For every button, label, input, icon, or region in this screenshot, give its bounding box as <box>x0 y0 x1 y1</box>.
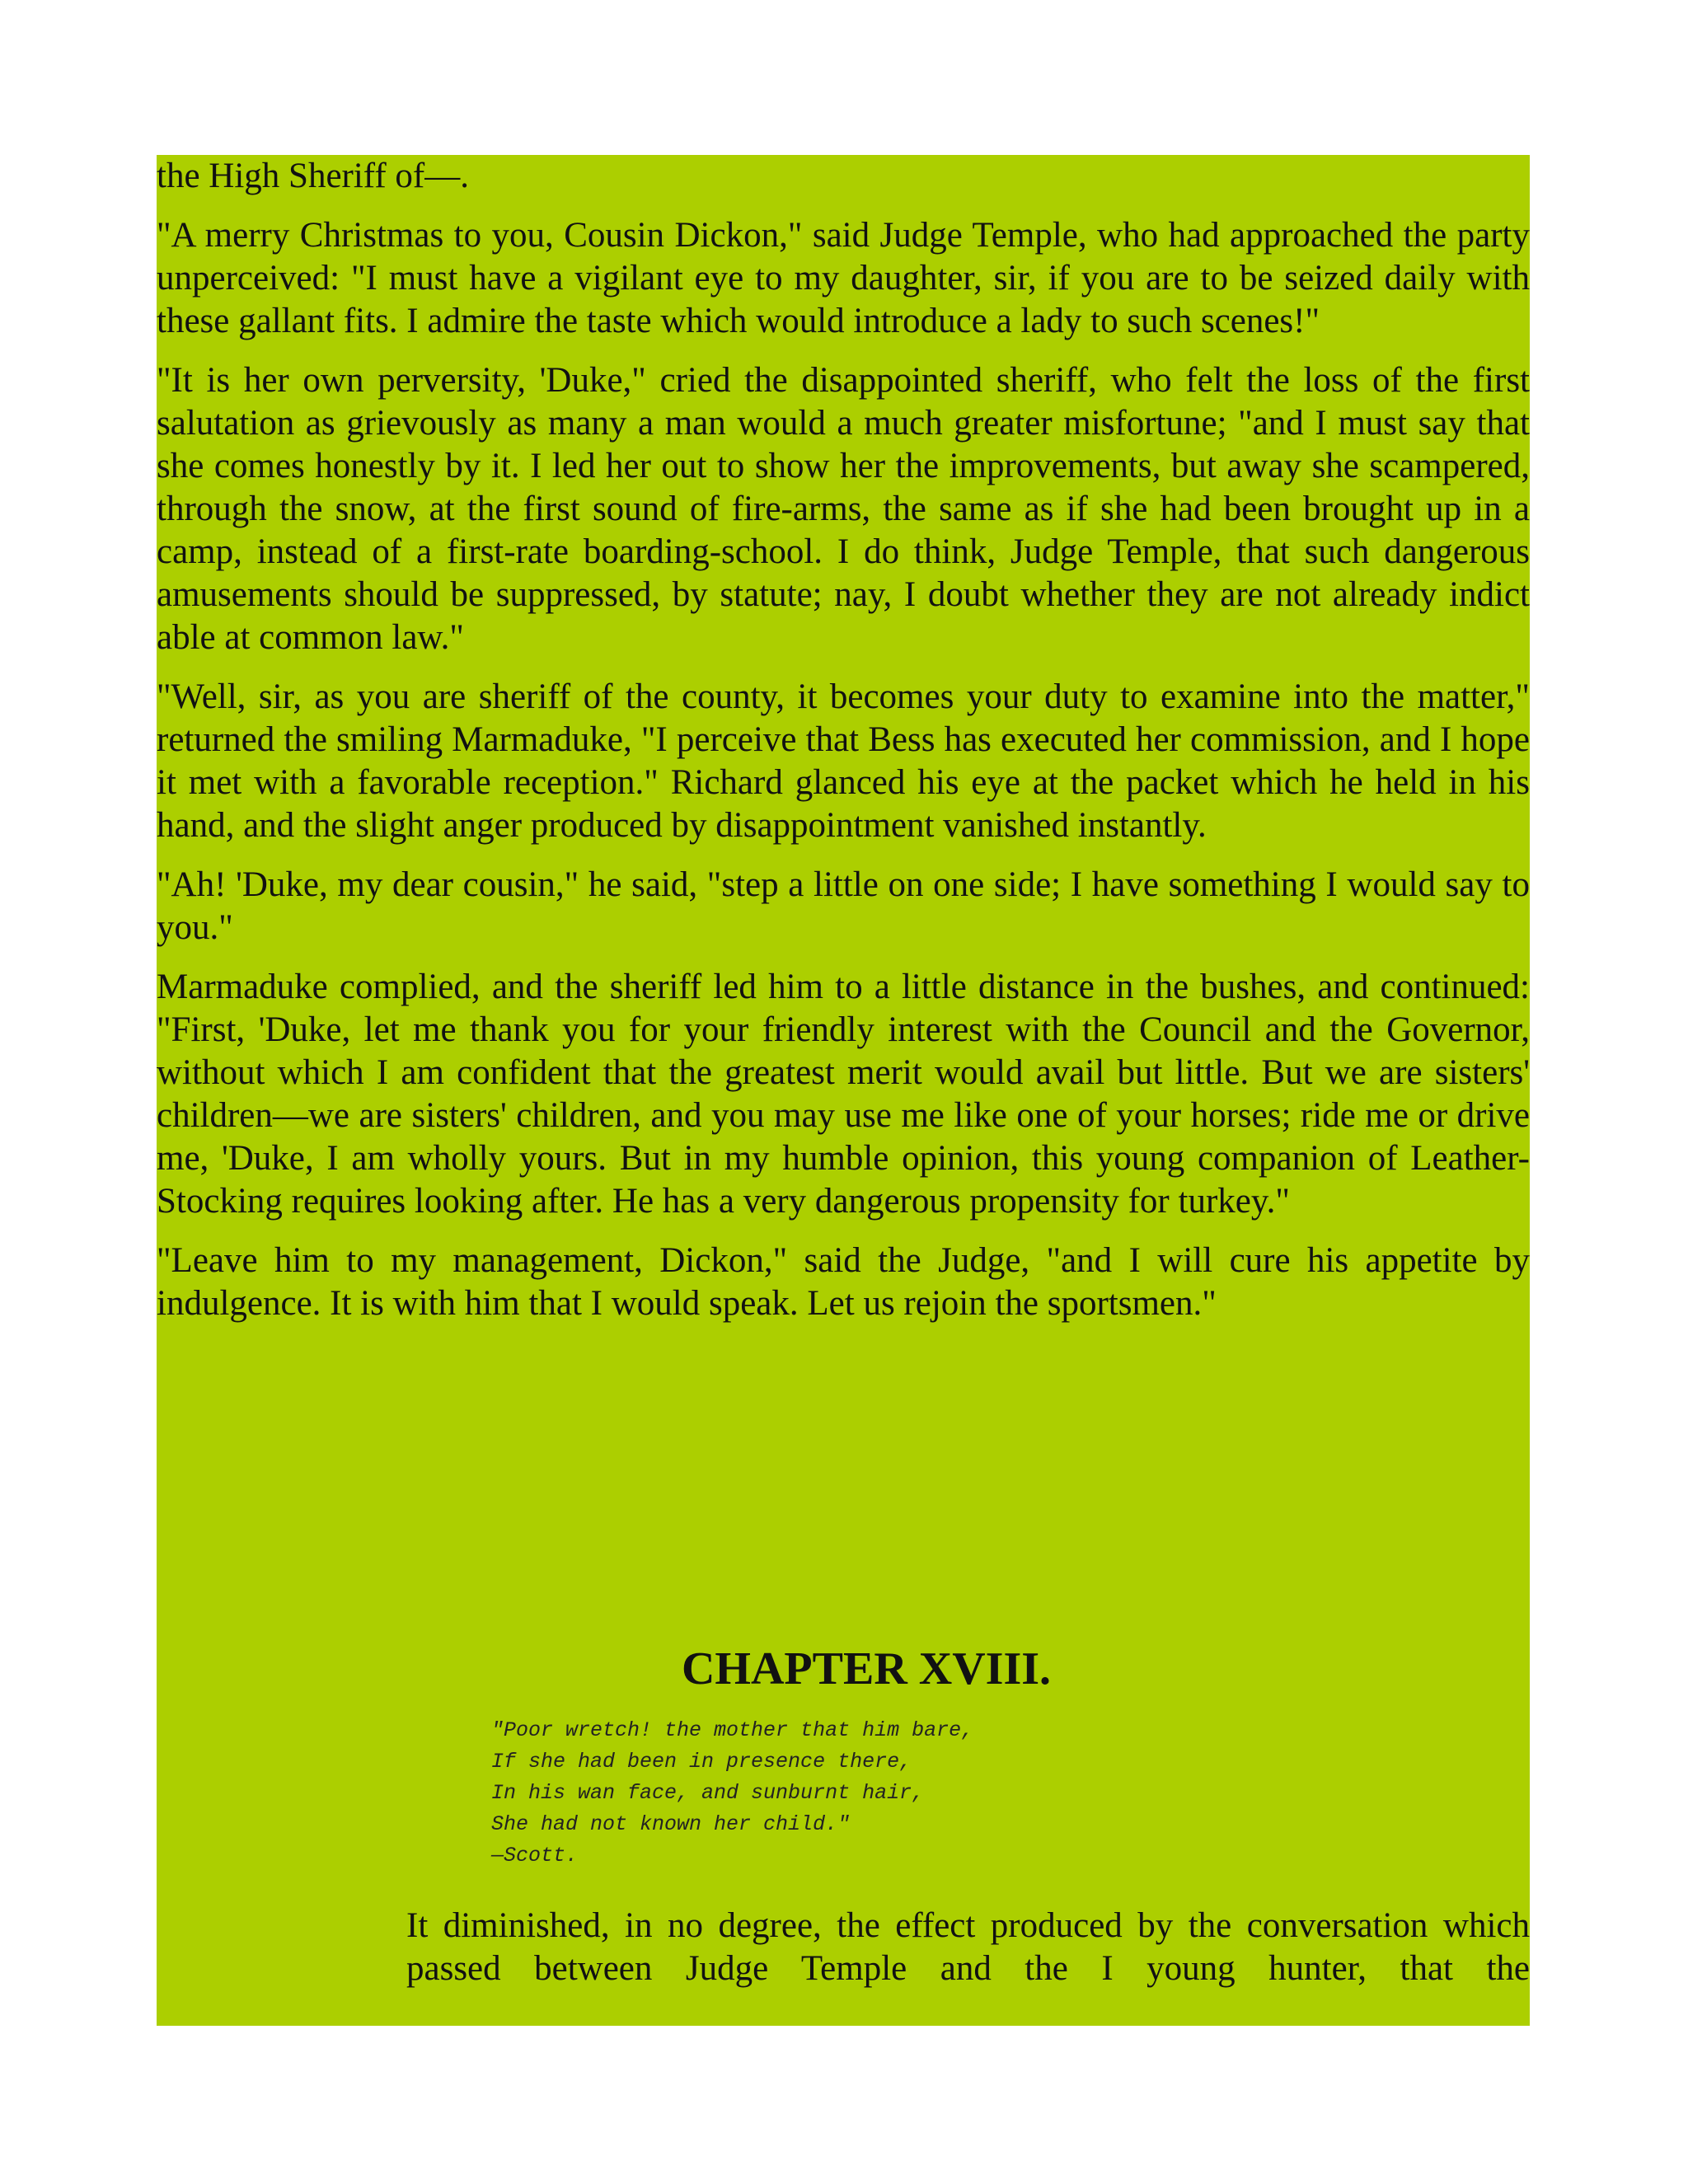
body-text <box>157 155 1530 1325</box>
epigraph-line: She had not known her child." <box>491 1812 851 1836</box>
page-panel <box>157 155 1530 2026</box>
paragraph: "Well, sir, as you are sheriff of the county, it becomes your duty to examine into the matter," returned the smiling Marmaduke, "I perceive that Bess has executed her commission, and I hope it met with a favorable reception." Richard glanced his eye at the packet which he held in his hand, and the slight anger produced by disappointment vanished instantly. <box>157 677 1530 845</box>
chapter-block <box>157 1643 1530 1990</box>
epigraph-line: "Poor wretch! the mother that him bare, <box>491 1718 974 1742</box>
paragraph: "Leave him to my management, Dickon," said the Judge, "and I will cure his appetite by indulgence. It is with him that I would speak. Let us rejoin the sportsmen." <box>157 1241 1530 1323</box>
epigraph <box>491 1715 1530 1872</box>
epigraph-line: If she had been in presence there, <box>491 1750 912 1774</box>
paragraph: the High Sheriff of—. <box>157 157 469 195</box>
paragraph: Marmaduke complied, and the sheriff led him to a little distance in the bushes, and continued: "First, 'Duke, let me thank you for your friendly interest with the Council and the Governor, without which I am confident that the greatest merit would avail but little. But we are sisters' children—we are sisters' children, and you may use me like one of your horses; ride me or drive me, 'Duke, I am wholly yours. But in my humble opinion, this young companion of Leather-Stocking requires looking after. He has a very dangerous propensity for turkey." <box>157 968 1530 1221</box>
chapter-title: CHAPTER XVIII. <box>681 1643 1052 1694</box>
epigraph-attribution: —Scott. <box>491 1844 579 1868</box>
chapter-opening-paragraph: It diminished, in no degree, the effect produced by the conversation which passed between Judge Temple and the I young hunter, that the <box>406 1906 1530 1988</box>
epigraph-line: In his wan face, and sunburnt hair, <box>491 1781 925 1805</box>
paragraph: "A merry Christmas to you, Cousin Dickon," said Judge Temple, who had approached the party unperceived: "I must have a vigilant eye to my daughter, sir, if you are to be seized daily with these gallant fits. I admire the taste which would introduce a lady to such scenes!" <box>157 216 1530 340</box>
paragraph: "It is her own perversity, 'Duke," cried the disappointed sheriff, who felt the loss of the first salutation as grievously as many a man would a much greater misfortune; "and I must say that she comes honestly by it. I led her out to show her the improvements, but away she scampered, through the snow, at the first sound of fire-arms, the same as if she had been brought up in a camp, instead of a first-rate boarding-school. I do think, Judge Temple, that such dangerous amusements should be suppressed, by statute; nay, I doubt whether they are not already indict able at common law." <box>157 361 1530 657</box>
paragraph: "Ah! 'Duke, my dear cousin," he said, "step a little on one side; I have something I would say to you." <box>157 865 1530 947</box>
